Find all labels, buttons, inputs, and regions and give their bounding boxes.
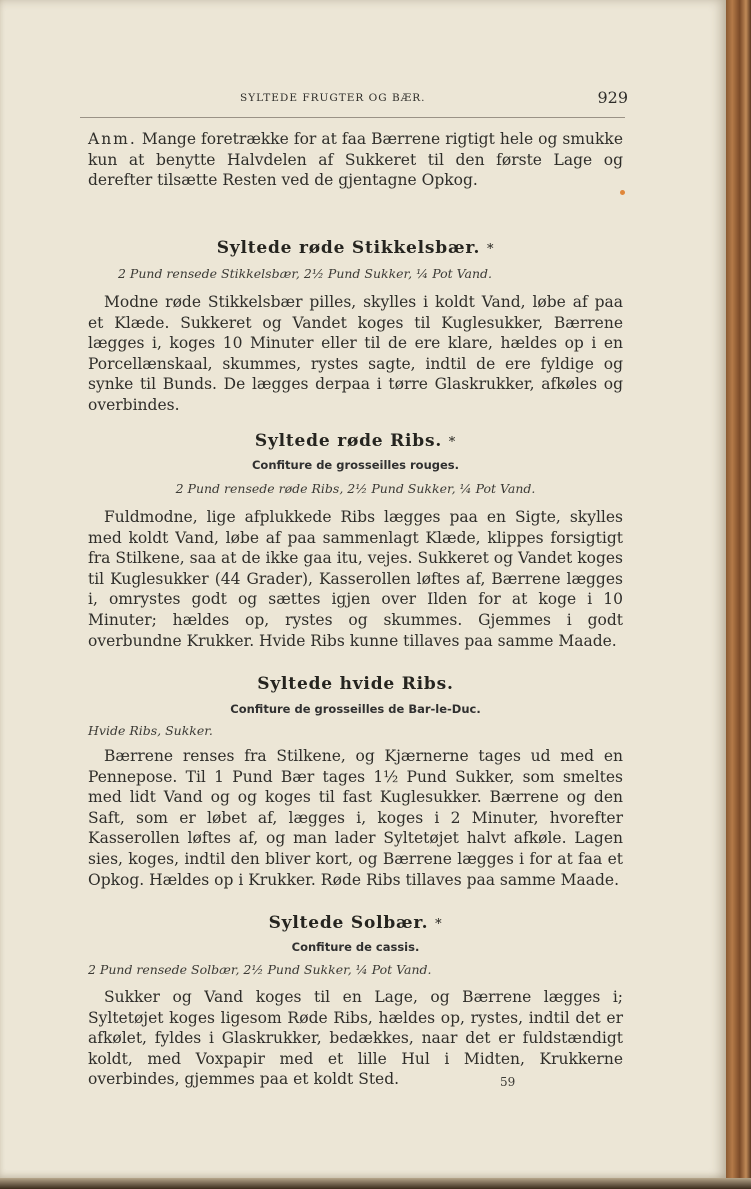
recipe-subtitle: Confiture de cassis. — [291, 940, 420, 954]
header-rule — [80, 117, 625, 118]
recipe-title: Syltede røde Stikkelsbær. * — [216, 238, 495, 258]
book-bottom-edge — [0, 1178, 751, 1189]
ink-spot — [620, 190, 625, 195]
recipe-ingredients: 2 Pund rensede røde Ribs, 2½ Pund Sukker, ¼ Pot Vand. — [175, 481, 536, 496]
recipe-title: Syltede røde Ribs. * — [254, 431, 457, 451]
note-text: Mange foretrække for at faa Bærrene rigtigt hele og smukke kun at benytte Halvdelen af Sukkeret til den første Lage og derefter tilsætte Resten ved de gjentagne Opkog. — [88, 130, 623, 190]
recipe-text: Bærrene renses fra Stilkene, og Kjærnerne tages ud med en Pennepose. Til 1 Pund Bær tages 1½ Pund Sukker, som smeltes med lidt Vand og og koges til fast Kuglesukker. Bærrene og den Saft, som er løbet af, lægges i, koges i 2 Minuter, hvorefter Kasserollen løftes af, og man lader Syltetøjet halvt afkøle. Lagen sies, koges, indtil den bliver kort, og Bærrene lægges i for at faa et Opkog. Hældes op i Krukker. Røde Ribs tillaves paa samme Maade. — [88, 747, 623, 889]
note-paragraph — [88, 129, 623, 191]
recipe-text: Sukker og Vand koges til en Lage, og Bærrene lægges i; Syltetøjet koges ligesom Røde Ribs, hældes op, rystes, indtil det er afkølet, fyldes i Glaskrukker, bedækkes, naar det er fuldstændigt koldt, med Voxpapir med et lille Hul i Midten, Krukkerne overbindes, gjemmes paa et koldt Sted. — [88, 988, 623, 1089]
note-label: Anm. — [88, 130, 137, 148]
recipe-ingredients: 2 Pund rensede Solbær, 2½ Pund Sukker, ¼ Pot Vand. — [88, 962, 432, 977]
recipe-title: Syltede Solbær. * — [268, 913, 443, 933]
recipe-ingredients: 2 Pund rensede Stikkelsbær, 2½ Pund Sukker, ¼ Pot Vand. — [118, 266, 492, 281]
page-number: 929 — [597, 88, 628, 107]
recipe-ingredients: Hvide Ribs, Sukker. — [88, 723, 213, 738]
recipe-subtitle: Confiture de grosseilles de Bar-le-Duc. — [230, 702, 481, 716]
page-header — [240, 88, 630, 112]
recipe-title: Syltede hvide Ribs. — [257, 674, 454, 694]
recipe-subtitle: Confiture de grosseilles rouges. — [251, 458, 460, 472]
star-mark: * — [448, 435, 457, 450]
running-title: SYLTEDE FRUGTER OG BÆR. — [240, 92, 426, 104]
recipe-text: Fuldmodne, lige afplukkede Ribs lægges paa en Sigte, skylles med koldt Vand, løbe af paa sammenlagt Klæde, klippes forsigtigt fra Stilkene, saa at de ikke gaa itu, vejes. Sukkeret og Vandet koges til Kuglesukker (44 Grader), Kasserollen løftes af, Bærrene lægges i, omrystes godt og sættes igjen over Ilden for at koge i 10 Minuter; hældes op, rystes og skummes. Gjemmes i godt overbundne Krukker. Hvide Ribs kunne tillaves paa samme Maade. — [88, 508, 623, 650]
star-mark: * — [487, 242, 495, 257]
signature-mark: 59 — [500, 1075, 516, 1089]
page-edges — [726, 0, 751, 1189]
recipe-text: Modne røde Stikkelsbær pilles, skylles i koldt Vand, løbe af paa et Klæde. Sukkeret og Vandet koges til Kuglesukker, Bærrene lægges i, koges 10 Minuter eller til de ere klare, hældes op i en Porcellænskaal, skummes, rystes sagte, indtil de ere fyldige og synke til Bunds. De lægges derpaa i tørre Glaskrukker, afkøles og overbindes. — [88, 293, 623, 414]
star-mark: * — [435, 917, 443, 932]
